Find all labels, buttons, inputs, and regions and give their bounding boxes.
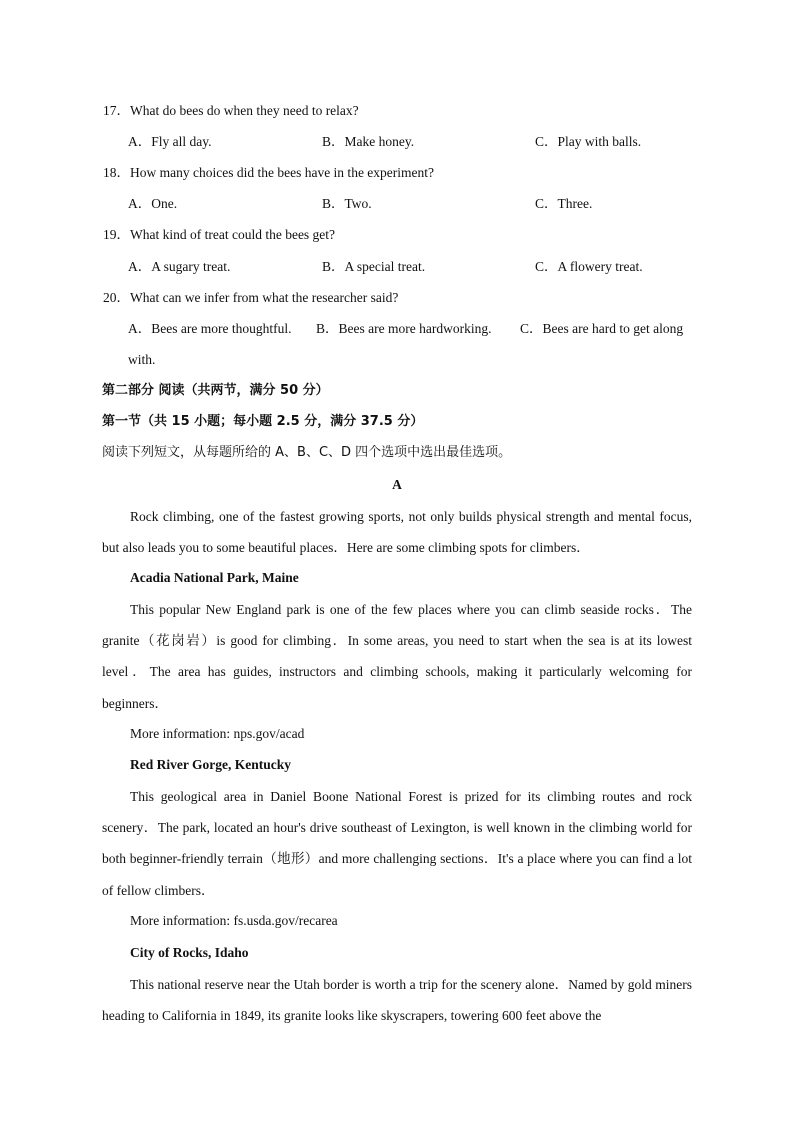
question-text: What do bees do when they need to relax? [130,103,359,118]
option-a: A．One. [128,196,178,211]
option-a: A．A sugary treat. [128,259,231,274]
question-20 [103,289,398,307]
question-number: 20． [103,290,130,305]
question-text: How many choices did the bees have in the experiment? [130,165,435,180]
option-a: A．Bees are more thoughtful. [128,321,292,336]
spot-more-info-acadia: More information: nps.gov/acad [130,726,305,741]
question-18 [103,164,434,182]
spot-title-acadia: Acadia National Park, Maine [130,570,299,585]
spot-title-red-river: Red River Gorge, Kentucky [130,757,291,772]
option-b: B．Bees are more hardworking. [316,321,492,336]
question-19 [103,226,335,244]
spot-body-acadia: This popular New England park is one of the few places where you can climb seaside rocks．The granite（花岗岩）is good for climbing．In some areas, you need to start when the sea is at its lowest level．The area has guides, instructors and climbing schools, making it particularly welcoming for beginners． [102,602,692,711]
passage-label: A [392,477,402,492]
option-c: C．Play with balls. [535,134,642,149]
subsection-title: 第一节（共 15 小题；每小题 2.5 分，满分 37.5 分） [102,414,424,429]
option-b: B．Make honey. [322,134,415,149]
question-text: What can we infer from what the researcher said? [130,290,399,305]
question-text: What kind of treat could the bees get? [130,227,336,242]
question-17 [103,102,359,120]
question-number: 18． [103,165,130,180]
option-c: C．Bees are hard to get along [520,321,684,336]
option-b: B．A special treat. [322,259,426,274]
option-a: A．Fly all day. [128,134,212,149]
question-number: 17． [103,103,130,118]
option-c: C．Three. [535,196,593,211]
question-number: 19． [103,227,130,242]
passage-intro: Rock climbing, one of the fastest growing sports, not only builds physical strength and mental focus, but also leads you to some beautiful places．Here are some climbing spots for climbers． [102,509,692,556]
spot-body-red-river: This geological area in Daniel Boone National Forest is prized for its climbing routes and rock scenery．The park, located an hour's drive southeast of Lexington, is well known in the climbing world for both beginner-friendly terrain（地形）and more challenging sections．It's a place where you can find a lot of fellow climbers． [102,789,692,898]
option-b: B．Two. [322,196,372,211]
spot-more-info-red-river: More information: fs.usda.gov/recarea [130,913,338,928]
instruction: 阅读下列短文，从每题所给的 A、B、C、D 四个选项中选出最佳选项。 [102,445,512,460]
part-title: 第二部分 阅读（共两节，满分 50 分） [102,383,329,398]
spot-title-city-of-rocks: City of Rocks, Idaho [130,945,249,960]
option-c-continuation: with. [128,352,156,367]
option-c: C．A flowery treat. [535,259,643,274]
spot-body-city-of-rocks: This national reserve near the Utah border is worth a trip for the scenery alone．Named by gold miners heading to California in 1849, its granite looks like skyscrapers, towering 600 feet above the [102,977,692,1024]
